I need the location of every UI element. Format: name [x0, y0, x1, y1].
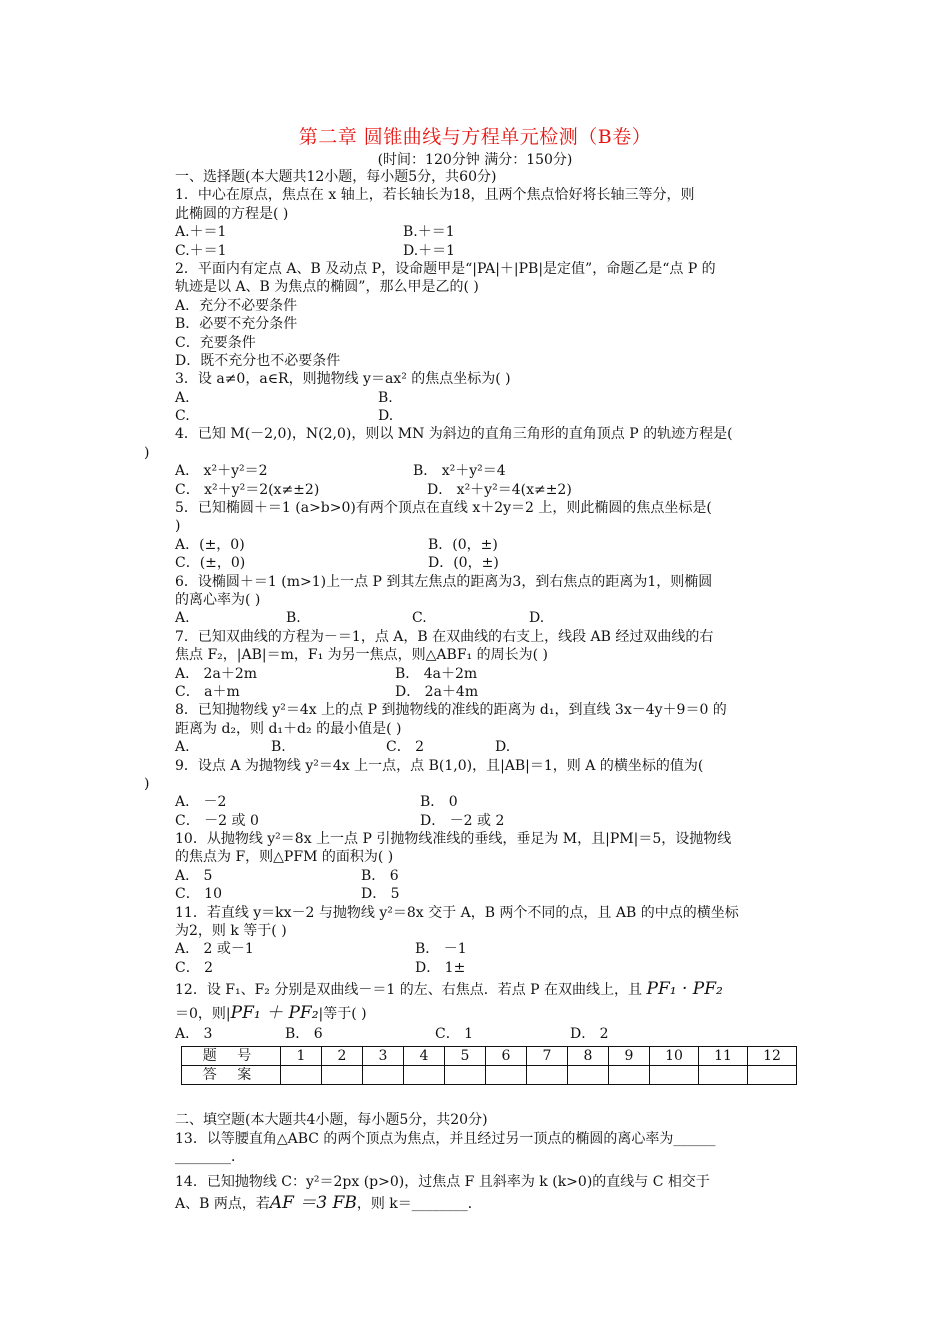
option-d: D． 5 [361, 886, 400, 903]
answer-cell[interactable] [748, 1065, 797, 1084]
page-title: 第二章 圆锥曲线与方程单元检测（B卷） [298, 126, 652, 148]
question-9-options-row1 [175, 793, 805, 811]
question-14-text-cont [175, 1191, 805, 1215]
vector-sum-expression: PF₁ ＋ PF₂ [230, 1003, 319, 1024]
question-4-text-cont: ) [144, 444, 150, 461]
question-9-options-row2 [175, 812, 805, 830]
option-d: D． 1± [415, 959, 466, 976]
question-10-text: 10．从抛物线 y²＝8x 上一点 P 引抛物线准线的垂线，垂足为 M，且|PM|＝5，设抛物线 [175, 831, 732, 848]
answer-cell[interactable] [699, 1065, 748, 1084]
option-d: D．既不充分也不必要条件 [175, 352, 341, 369]
option-b: B.＋＝1 [403, 224, 455, 241]
section-heading: 二、填空题(本大题共4小题，每小题5分，共20分) [175, 1112, 488, 1129]
question-1-options-row1 [175, 223, 805, 241]
option-d: D． 2 [570, 1026, 609, 1043]
question-7-options-row1 [175, 665, 805, 683]
question-7-text: 7．已知双曲线的方程为－＝1，点 A，B 在双曲线的右支上，线段 AB 经过双曲线的右 [175, 628, 714, 645]
option-b: B． －1 [415, 941, 467, 958]
table-cell: 9 [609, 1046, 650, 1065]
option-c: C. [175, 408, 190, 425]
option-d: D. [529, 610, 545, 627]
answer-cell[interactable] [404, 1065, 445, 1084]
option-a: A. [175, 610, 190, 627]
question-4-options-row1 [175, 462, 805, 480]
question-9-text: 9．设点 A 为抛物线 y²＝4x 上一点，点 B(1,0)，且|AB|＝1，则 A 的横坐标的值为( [175, 757, 704, 774]
table-header-label: 题 号 [182, 1046, 281, 1065]
table-cell: 10 [650, 1046, 699, 1065]
question-13-text: 13．以等腰直角△ABC 的两个顶点为焦点，并且经过另一顶点的椭圆的离心率为______ [175, 1130, 716, 1147]
question-5-options-row2 [175, 554, 805, 572]
option-c: C. [412, 610, 427, 627]
question-8-text-cont: 距离为 d₂，则 d₁＋d₂ 的最小值是( ) [175, 720, 402, 737]
option-c: C．充要条件 [175, 334, 256, 351]
option-c: C． x²＋y²＝2(x≠±2) [175, 481, 320, 498]
option-a: A． 5 [175, 867, 213, 884]
option-d: D. [378, 408, 394, 425]
question-1-options-row2 [175, 242, 805, 260]
option-a: A. [175, 389, 190, 406]
question-12-text-cont [175, 1001, 805, 1025]
option-d: D． －2 或 2 [420, 812, 505, 829]
exam-info: (时间：120分钟 满分：150分) [377, 152, 573, 168]
table-answer-label: 答 案 [182, 1065, 281, 1084]
option-a: A．(±，0) [175, 536, 245, 553]
option-d: D. [495, 739, 511, 756]
question-2-text: 2．平面内有定点 A、B 及动点 P，设命题甲是“|PA|＋|PB|是定值”，命题乙是“点 P 的 [175, 260, 716, 277]
answer-cell[interactable] [527, 1065, 568, 1084]
option-b: B． 4a＋2m [395, 665, 478, 682]
question-6-text: 6．设椭圆＋＝1 (m>1)上一点 P 到其左焦点的距离为3，到右焦点的距离为1，则椭圆 [175, 573, 713, 590]
question-10-text-cont: 的焦点为 F，则△PFM 的面积为( ) [175, 849, 394, 866]
question-7-text-cont: 焦点 F₂，|AB|＝m，F₁ 为另一焦点，则△ABF₁ 的周长为( ) [175, 647, 548, 664]
question-12-options [175, 1025, 805, 1043]
table-cell: 1 [281, 1046, 322, 1065]
question-13-text-cont: ________． [175, 1149, 245, 1166]
question-10-options-row2 [175, 885, 805, 903]
option-b: B. [271, 739, 286, 756]
table-cell: 3 [363, 1046, 404, 1065]
option-c: C． 10 [175, 886, 222, 903]
answer-table [181, 1046, 797, 1086]
table-row [182, 1065, 797, 1084]
vector-expression: PF₁ · PF₂ [646, 979, 723, 1000]
option-a: A. [175, 739, 190, 756]
option-d: D．(0，±) [428, 555, 499, 572]
section-heading: 一、选择题(本大题共12小题，每小题5分，共60分) [175, 169, 497, 185]
question-11-options-row1 [175, 940, 805, 958]
option-a: A． 3 [175, 1026, 213, 1043]
question-6-options [175, 609, 805, 627]
option-d: D． x²＋y²＝4(x≠±2) [427, 481, 572, 498]
table-cell: 8 [568, 1046, 609, 1065]
option-b: B． 0 [420, 794, 458, 811]
question-3-text: 3．设 a≠0，a∈R，则抛物线 y＝ax² 的焦点坐标为( ) [175, 371, 511, 388]
question-14-text-cont-b: ，则 k＝________． [356, 1195, 482, 1212]
vector-equation: AF ＝3 FB [269, 1192, 357, 1213]
question-11-options-row2 [175, 959, 805, 977]
question-12-text-cont-b: |等于( ) [318, 1006, 367, 1023]
question-11-text-cont: 为2，则 k 等于( ) [175, 923, 287, 940]
answer-cell[interactable] [568, 1065, 609, 1084]
option-b: B. [378, 389, 393, 406]
question-12-text-cont-a: ＝0，则| [175, 1006, 231, 1023]
question-4-options-row2 [175, 481, 805, 499]
question-6-text-cont: 的离心率为( ) [175, 591, 261, 608]
question-14-text-cont-a: A、B 两点，若 [175, 1195, 270, 1212]
question-7-options-row2 [175, 683, 805, 701]
answer-cell[interactable] [281, 1065, 322, 1084]
answer-cell[interactable] [486, 1065, 527, 1084]
option-c: C．(±，0) [175, 555, 246, 572]
option-a: A． x²＋y²＝2 [175, 463, 268, 480]
answer-cell[interactable] [650, 1065, 699, 1084]
option-a: A． －2 [175, 794, 227, 811]
option-b: B． x²＋y²＝4 [413, 463, 506, 480]
question-10-options-row1 [175, 867, 805, 885]
question-12-text-main: 12．设 F₁、F₂ 分别是双曲线－＝1 的左、右焦点．若点 P 在双曲线上，且 [175, 982, 643, 999]
option-a: A．充分不必要条件 [175, 297, 298, 314]
table-cell: 6 [486, 1046, 527, 1065]
question-11-text: 11．若直线 y＝kx－2 与抛物线 y²＝8x 交于 A，B 两个不同的点，且 AB 的中点的横坐标 [175, 904, 739, 921]
option-c: C． 2 [386, 739, 425, 756]
question-3-options-row1 [175, 389, 805, 407]
table-cell: 4 [404, 1046, 445, 1065]
option-c: C． 2 [175, 959, 214, 976]
table-cell: 2 [322, 1046, 363, 1065]
option-c: C． 1 [435, 1026, 474, 1043]
option-a: A． 2a＋2m [175, 665, 257, 682]
table-cell: 7 [527, 1046, 568, 1065]
question-2-text-cont: 轨迹是以 A、B 为焦点的椭圆”，那么甲是乙的( ) [175, 279, 479, 296]
table-cell: 5 [445, 1046, 486, 1065]
question-1-text-cont: 此椭圆的方程是( ) [175, 205, 289, 222]
option-d: D． 2a＋4m [395, 683, 479, 700]
option-c: C． a＋m [175, 683, 240, 700]
question-14-text: 14．已知抛物线 C：y²＝2px (p>0)，过焦点 F 且斜率为 k (k>0)的直线与 C 相交于 [175, 1173, 710, 1190]
question-3-options-row2 [175, 407, 805, 425]
question-9-text-cont: ) [144, 775, 150, 792]
question-5-options-row1 [175, 536, 805, 554]
option-a: A． 2 或－1 [175, 941, 254, 958]
option-c: C.＋＝1 [175, 242, 227, 259]
answer-cell[interactable] [445, 1065, 486, 1084]
question-1-text: 1．中心在原点，焦点在 x 轴上，若长轴长为18，且两个焦点恰好将长轴三等分，则 [175, 187, 695, 204]
answer-cell[interactable] [322, 1065, 363, 1084]
question-5-text-cont: ) [175, 518, 181, 535]
question-8-text: 8．已知抛物线 y²＝4x 上的点 P 到抛物线的准线的距离为 d₁，到直线 3x－4y＋9＝0 的 [175, 702, 727, 719]
option-a: A.＋＝1 [175, 224, 227, 241]
table-cell: 11 [699, 1046, 748, 1065]
option-b: B． 6 [285, 1026, 323, 1043]
question-5-text: 5．已知椭圆＋＝1 (a>b>0)有两个顶点在直线 x＋2y＝2 上，则此椭圆的焦点坐标是( [175, 500, 712, 517]
question-4-text: 4．已知 M(－2,0)，N(2,0)，则以 MN 为斜边的直角三角形的直角顶点 P 的轨迹方程是( [175, 426, 733, 443]
question-list [144, 168, 805, 1215]
answer-cell[interactable] [609, 1065, 650, 1084]
option-b: B．(0，±) [428, 536, 498, 553]
answer-cell[interactable] [363, 1065, 404, 1084]
question-8-options [175, 738, 805, 756]
table-row [182, 1046, 797, 1065]
option-b: B．必要不充分条件 [175, 316, 298, 333]
option-d: D.＋＝1 [403, 242, 456, 259]
question-12-text [175, 977, 805, 1001]
table-cell: 12 [748, 1046, 797, 1065]
option-b: B. [286, 610, 301, 627]
option-b: B． 6 [361, 867, 399, 884]
option-c: C． －2 或 0 [175, 812, 259, 829]
